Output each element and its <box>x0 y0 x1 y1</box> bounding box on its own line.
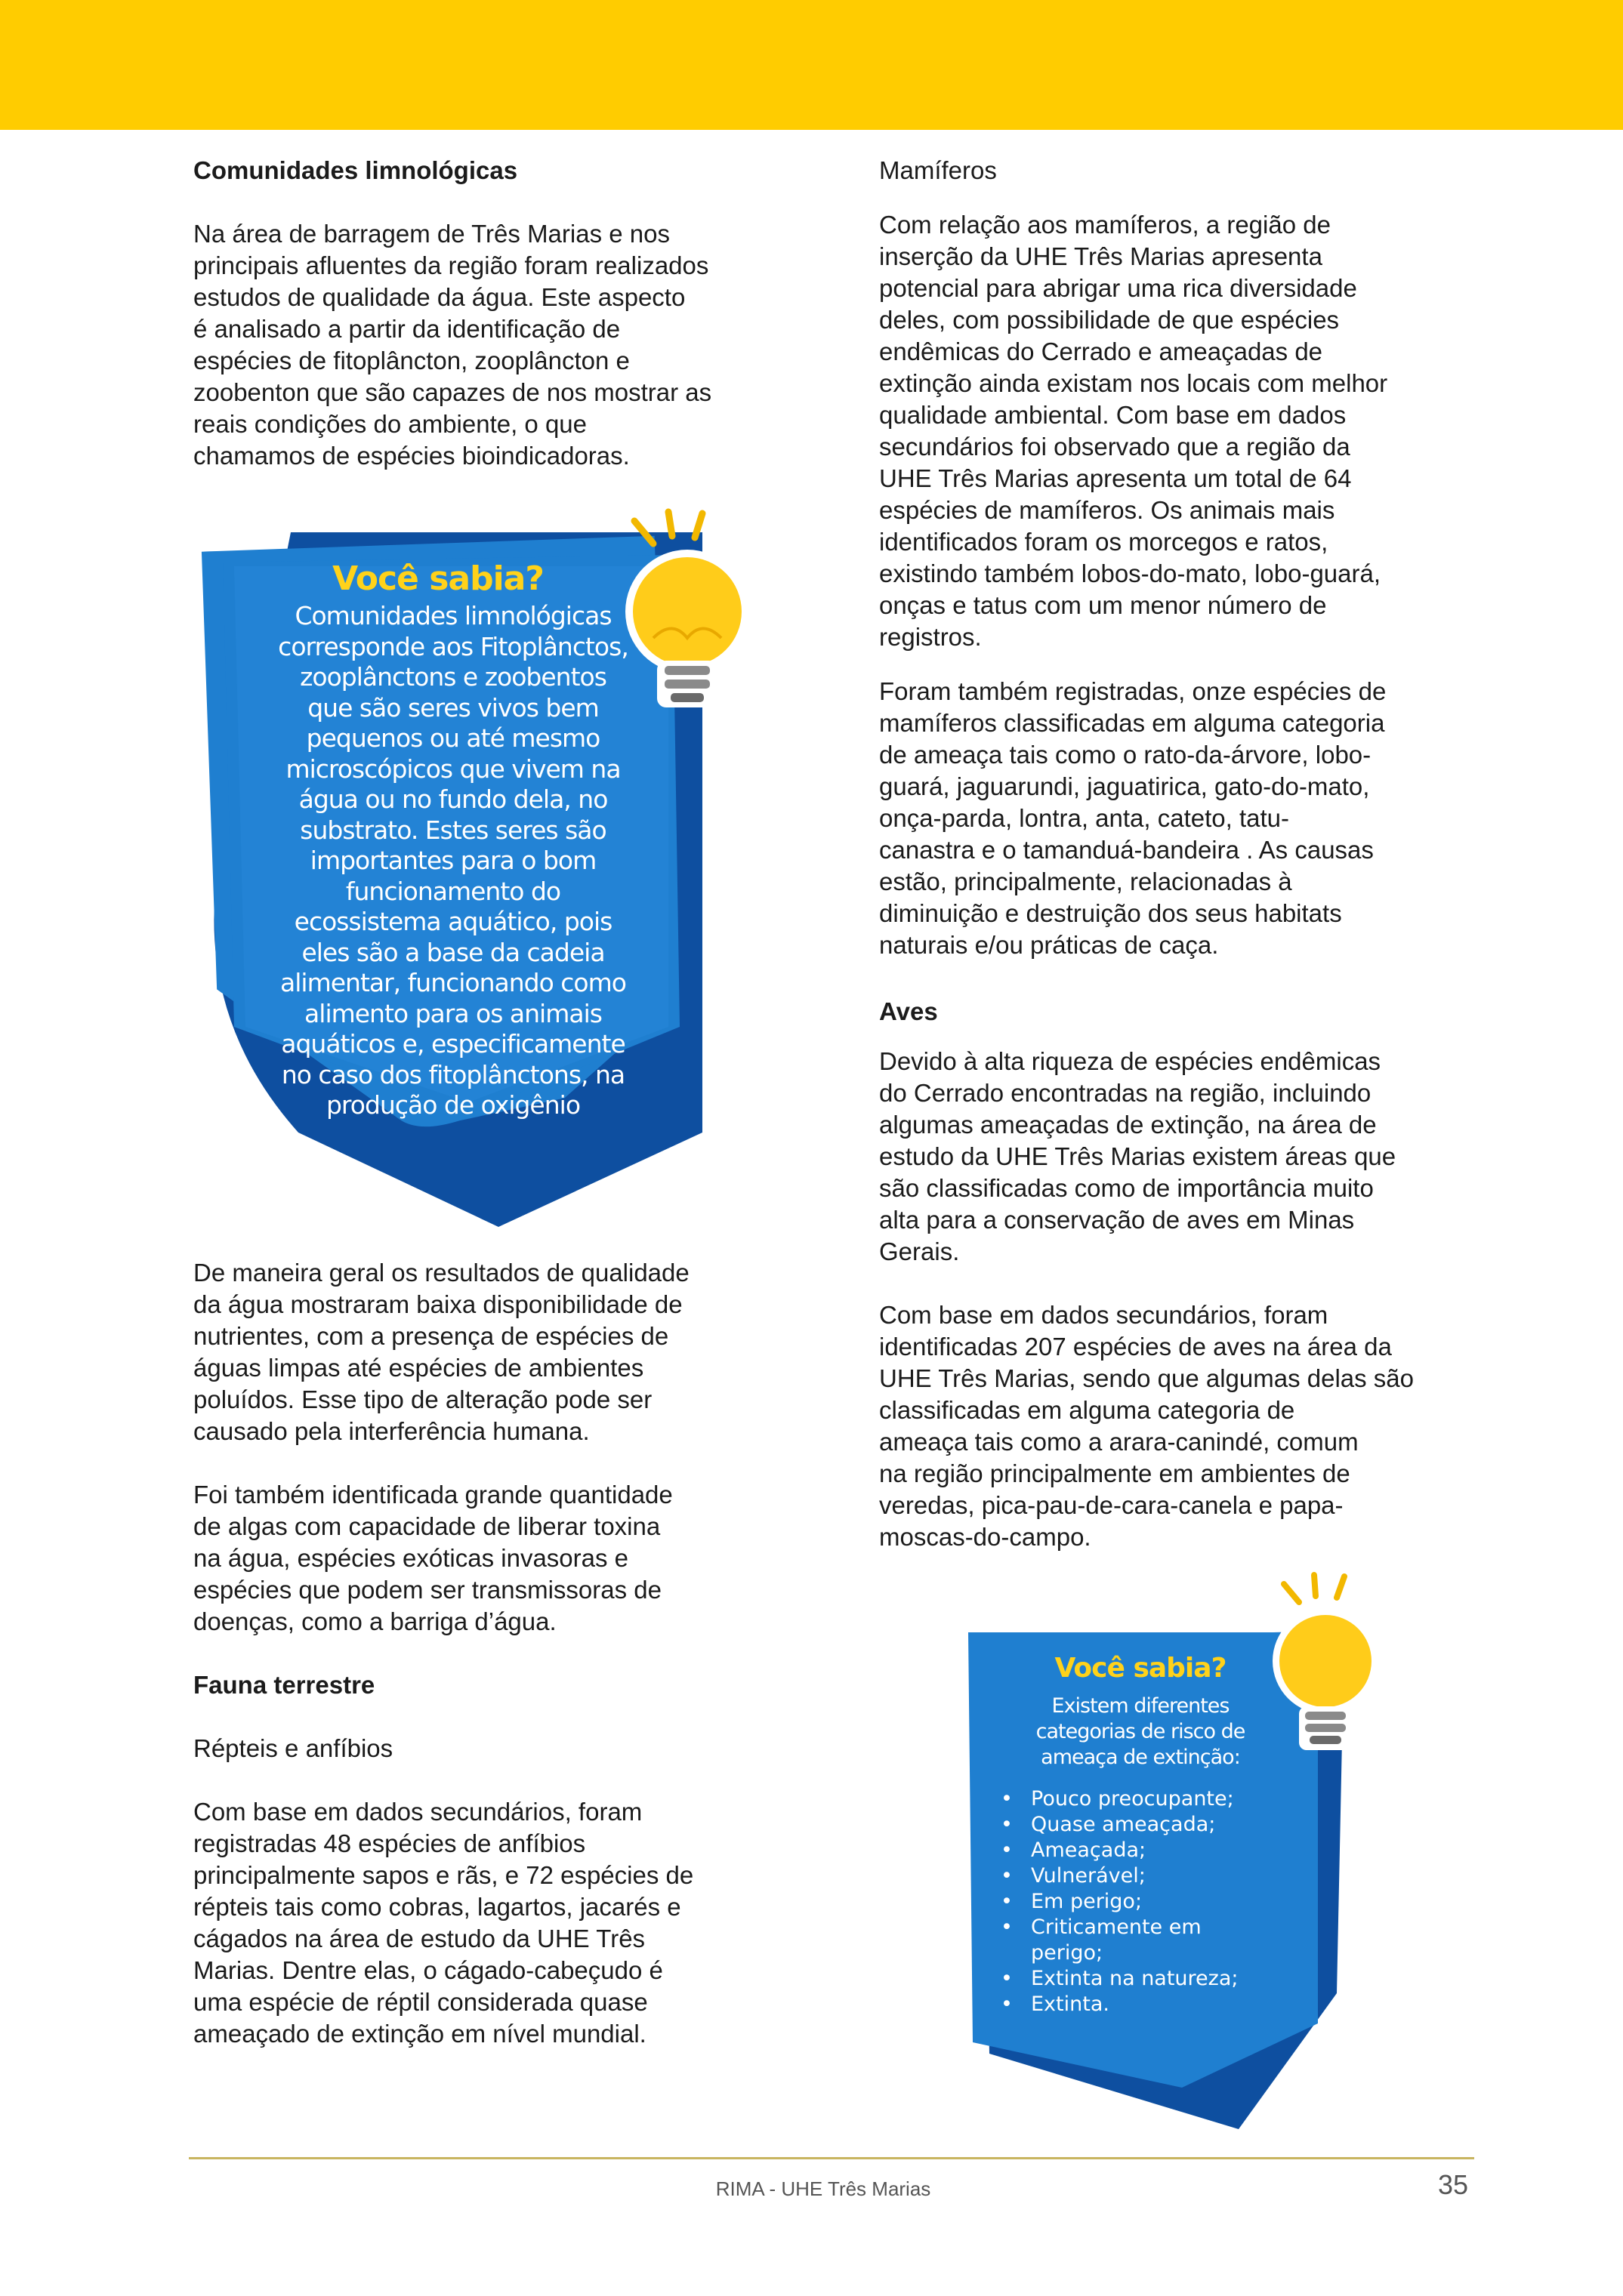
callout-line: no caso dos fitoplânctons, na <box>281 1059 625 1089</box>
callout-line: corresponde aos Fitoplânctos, <box>278 631 628 661</box>
page-number: 35 <box>1437 2169 1468 2200</box>
callout-line: substrato. Estes seres são <box>300 815 606 845</box>
list-item: • Ameaçada; <box>1001 1838 1303 1863</box>
text-line: de ameaça tais como o rato-da-árvore, lobo- <box>879 741 1372 769</box>
text-line: Com relação aos mamíferos, a região de <box>879 211 1331 239</box>
text-line: principalmente sapos e rãs, e 72 espécies de <box>193 1861 694 1889</box>
text-line: na região principalmente em ambientes de <box>879 1459 1350 1487</box>
text-line: Marias. Dentre elas, o cágado-cabeçudo é <box>193 1956 663 1984</box>
text-line: zoobenton que são capazes de nos mostrar as <box>193 378 712 406</box>
text-line: classificadas em alguma categoria de <box>879 1396 1295 1424</box>
callout-line: eles são a base da cadeia <box>301 937 605 967</box>
text-line: identificados foram os morcegos e ratos, <box>879 528 1328 556</box>
text-line: Na área de barragem de Três Marias e nos <box>193 220 670 248</box>
subheading-mamiferos: Mamíferos <box>879 156 997 184</box>
heading-comunidades-limnologicas: Comunidades limnológicas <box>193 156 518 184</box>
text-line: Com base em dados secundários, foram <box>193 1798 643 1826</box>
text-line: doenças, como a barriga d’água. <box>193 1607 557 1635</box>
left-column-bottom <box>193 1257 798 2050</box>
list-item: • Criticamente em perigo; <box>1001 1915 1257 1966</box>
callout-voce-sabia-categorias <box>959 1570 1427 2144</box>
callout-title: Você sabia? <box>332 559 544 598</box>
callout-voce-sabia-limnologicas <box>181 498 778 1238</box>
text-line: da água mostraram baixa disponibilidade de <box>193 1290 683 1318</box>
text-line: é analisado a partir da identificação de <box>193 315 621 343</box>
callout-line: ecossistema aquático, pois <box>294 907 612 936</box>
text-line: guará, jaguarundi, jaguatirica, gato-do-mato, <box>879 772 1370 800</box>
callout-line: produção de oxigênio <box>326 1090 581 1120</box>
text-line: onças e tatus com um menor número de <box>879 591 1327 619</box>
callout-body <box>227 601 680 1121</box>
text-line: algumas ameaçadas de extinção, na área de <box>879 1111 1377 1139</box>
text-line: cágados na área de estudo da UHE Três <box>193 1925 646 1952</box>
paragraph-mamiferos <box>879 209 1476 653</box>
text-line: estudo da UHE Três Marias existem áreas que <box>879 1142 1396 1170</box>
list-item: • Em perigo; <box>1001 1889 1303 1915</box>
text-line: reais condições do ambiente, o que <box>193 410 588 438</box>
text-line: secundários foi observado que a região da <box>879 433 1350 461</box>
text-line: De maneira geral os resultados de qualidade <box>193 1259 690 1287</box>
text-line: Com base em dados secundários, foram <box>879 1301 1328 1329</box>
heading-aves: Aves <box>879 997 938 1025</box>
paragraph-algas <box>193 1479 798 1638</box>
text-line: endêmicas do Cerrado e ameaçadas de <box>879 337 1323 365</box>
paragraph-aves <box>879 1046 1476 1268</box>
text-line: espécies de fitoplâncton, zooplâncton e <box>193 347 630 374</box>
footer-title: RIMA - UHE Três Marias <box>715 2177 931 2200</box>
list-item: • Quase ameaçada; <box>1001 1812 1303 1838</box>
text-line: nutrientes, com a presença de espécies de <box>193 1322 669 1350</box>
callout-line: pequenos ou até mesmo <box>306 723 600 753</box>
paragraph-repteis <box>193 1796 798 2050</box>
text-line: moscas-do-campo. <box>879 1523 1091 1551</box>
list-item: • Extinta na natureza; <box>1001 1966 1303 1992</box>
top-yellow-bar <box>0 0 1623 130</box>
text-line: Foram também registradas, onze espécies de <box>879 677 1387 705</box>
callout-line: importantes para o bom <box>310 846 597 875</box>
text-line: do Cerrado encontradas na região, incluindo <box>879 1079 1372 1107</box>
subheading-repteis-anfibios: Répteis e anfíbios <box>193 1734 393 1762</box>
paragraph-aves-ameaca <box>879 1299 1476 1553</box>
list-item: • Extinta. <box>1001 1992 1303 2017</box>
text-line: estão, principalmente, relacionadas à <box>879 868 1292 895</box>
text-line: ameaçado de extinção em nível mundial. <box>193 2020 646 2048</box>
callout-title: Você sabia? <box>1054 1653 1227 1684</box>
callout-line: Comunidades limnológicas <box>295 601 612 630</box>
text-line: UHE Três Marias, sendo que algumas delas são <box>879 1364 1415 1392</box>
text-line: identificadas 207 espécies de aves na área da <box>879 1333 1392 1361</box>
text-line: uma espécie de réptil considerada quase <box>193 1988 648 2016</box>
text-line: onça-parda, lontra, anta, cateto, tatu- <box>879 804 1290 832</box>
list-item: • Pouco preocupante; <box>1001 1786 1303 1812</box>
heading-fauna-terrestre: Fauna terrestre <box>193 1671 375 1699</box>
categoria-list <box>1001 1786 1303 2017</box>
paragraph-qualidade-agua <box>193 1257 798 1447</box>
text-line: mamíferos classificadas em alguma categoria <box>879 709 1385 737</box>
text-line: chamamos de espécies bioindicadoras. <box>193 442 630 470</box>
callout-line: funcionamento do <box>345 876 561 906</box>
text-line: Foi também identificada grande quantidade <box>193 1481 673 1509</box>
text-line: registradas 48 espécies de anfíbios <box>193 1829 586 1857</box>
callout-line: zooplânctons e zoobentos <box>300 662 606 692</box>
text-line: estudos de qualidade da água. Este aspecto <box>193 283 686 311</box>
right-column <box>879 155 1476 1553</box>
text-line: alta para a conservação de aves em Minas <box>879 1206 1355 1234</box>
text-line: diminuição e destruição dos seus habitats <box>879 899 1342 927</box>
callout-line: categorias de risco de <box>1035 1720 1245 1743</box>
text-line: águas limpas até espécies de ambientes <box>193 1354 644 1382</box>
callout-intro <box>974 1693 1307 1771</box>
text-line: canastra e o tamanduá-bandeira . As causas <box>879 836 1374 864</box>
paragraph-limnologicas-intro <box>193 218 798 472</box>
text-line: de algas com capacidade de liberar toxina <box>193 1512 661 1540</box>
text-line: espécies de mamíferos. Os animais mais <box>879 496 1335 524</box>
callout-line: ameaça de extinção: <box>1041 1746 1240 1769</box>
text-line: registros. <box>879 623 982 651</box>
text-line: são classificadas como de importância muito <box>879 1174 1374 1202</box>
callout-line: alimento para os animais <box>304 998 602 1028</box>
text-line: causado pela interferência humana. <box>193 1417 590 1445</box>
paragraph-mamiferos-ameaca <box>879 676 1476 961</box>
callout-line: água ou no fundo dela, no <box>298 784 608 814</box>
callout-line: microscópicos que vivem na <box>285 754 621 784</box>
text-line: inserção da UHE Três Marias apresenta <box>879 242 1322 270</box>
text-line: naturais e/ou práticas de caça. <box>879 931 1219 959</box>
text-line: na água, espécies exóticas invasoras e <box>193 1544 629 1572</box>
text-line: potencial para abrigar uma rica diversidade <box>879 274 1357 302</box>
callout-line: aquáticos e, especificamente <box>281 1029 625 1059</box>
text-line: veredas, pica-pau-de-cara-canela e papa- <box>879 1491 1344 1519</box>
callout-line: que são seres vivos bem <box>307 692 599 723</box>
text-line: deles, com possibilidade de que espécies <box>879 306 1340 334</box>
callout-line: alimentar, funcionando como <box>280 968 626 997</box>
footer-divider <box>189 2157 1474 2159</box>
text-line: existindo também lobos-do-mato, lobo-guará, <box>879 559 1381 587</box>
callout-line: Existem diferentes <box>1051 1694 1230 1718</box>
text-line: qualidade ambiental. Com base em dados <box>879 401 1347 429</box>
text-line: principais afluentes da região foram realizados <box>193 251 709 279</box>
text-line: Devido à alta riqueza de espécies endêmicas <box>879 1047 1381 1075</box>
text-line: Gerais. <box>879 1237 960 1265</box>
text-line: espécies que podem ser transmissoras de <box>193 1576 662 1604</box>
left-column-top <box>193 155 798 472</box>
text-line: répteis tais como cobras, lagartos, jacarés e <box>193 1893 681 1921</box>
text-line: UHE Três Marias apresenta um total de 64 <box>879 464 1352 492</box>
text-line: poluídos. Esse tipo de alteração pode ser <box>193 1385 653 1413</box>
text-line: ameaça tais como a arara-canindé, comum <box>879 1428 1359 1456</box>
text-line: extinção ainda existam nos locais com melhor <box>879 369 1388 397</box>
list-item: • Vulnerável; <box>1001 1863 1303 1889</box>
